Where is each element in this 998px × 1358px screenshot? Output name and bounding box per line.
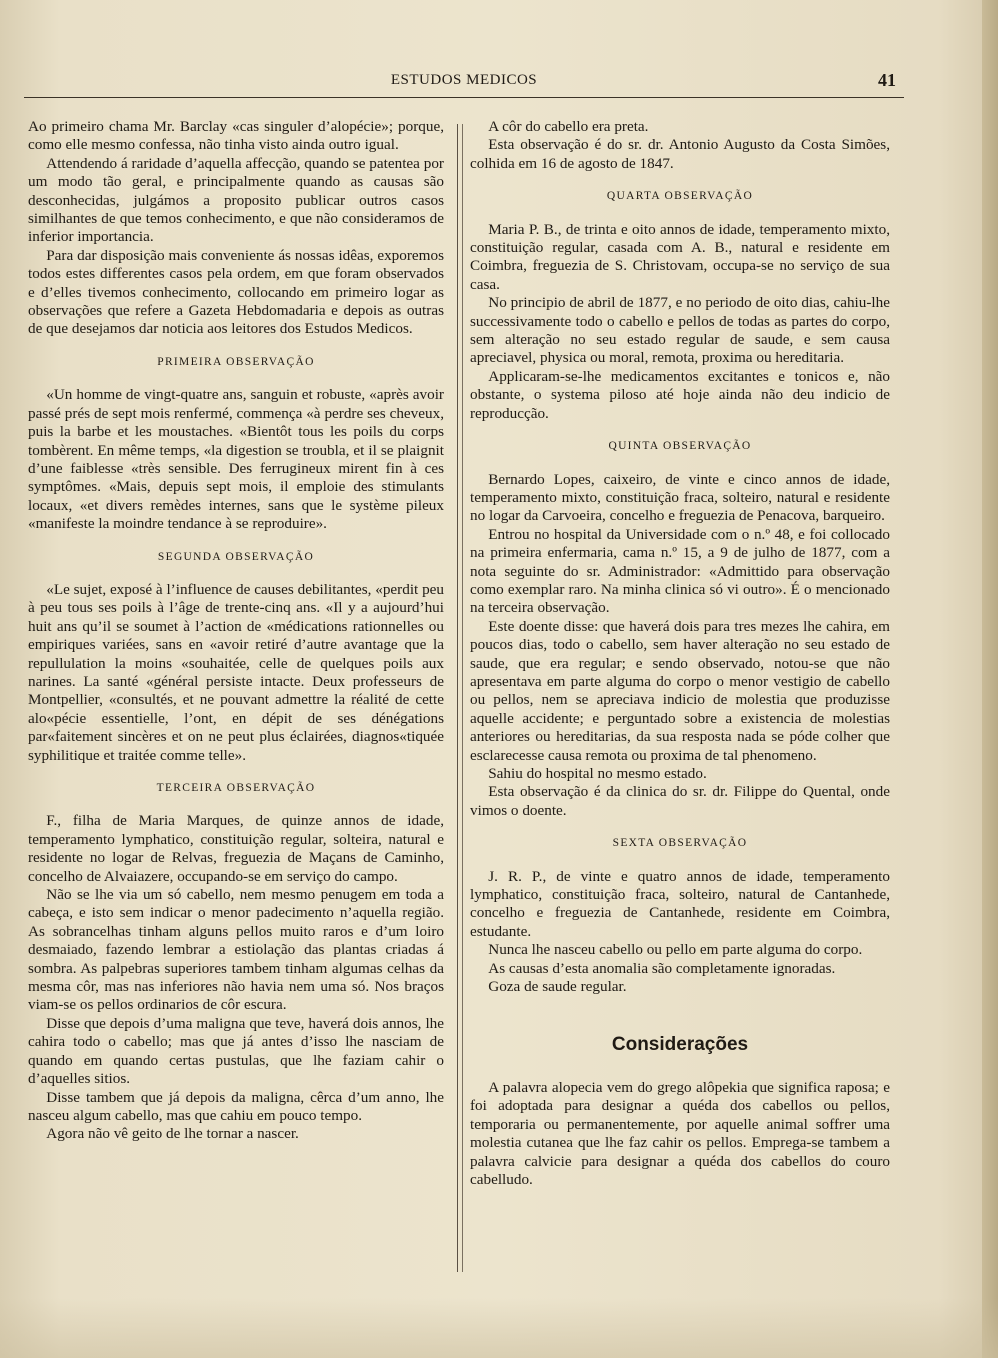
running-title: ESTUDOS MEDICOS <box>390 72 538 88</box>
left-column <box>28 118 444 1144</box>
paragraph: Esta observação é da clinica do sr. dr. Filippe do Quental, onde vimos o doente. <box>470 783 890 819</box>
paragraph: Attendendo á raridade d’aquella affecção, quando se patentea por um modo tão geral, e principalmente quando as causas são desconhecidas, julgámos a proposito publicar outros casos similhantes de que temos conhecimento, e que não consideramos de inferior importancia. <box>28 154 444 246</box>
page-header <box>24 70 904 100</box>
paragraph: As causas d’esta anomalia são completamente ignoradas. <box>488 959 836 977</box>
paragraph: Entrou no hospital da Universidade com o n.º 48, e foi collocado na primeira enfermaria, cama n.º 15, a 9 de julho de 1877, com a nota seguinte do sr. Administrador: «Admittido para observação como exemplar raro. Na minha clinica só vi outro». É o mencionado na terceira observação. <box>470 525 890 617</box>
paragraph: Ao primeiro chama Mr. Barclay «cas singuler d’alopécie»; porque, como elle mesmo confessa, não tinha visto ainda outro igual. <box>28 118 444 154</box>
paragraph: Disse tambem que já depois da maligna, cêrca d’um anno, lhe nasceu algum cabello, mas que cahiu em pouco tempo. <box>28 1088 444 1124</box>
quotation-paragraph: «Un homme de vingt-quatre ans, sanguin et robuste, «après avoir passé prés de sept mois renfermé, commença «à perdre ses cheveux, puis la barbe et les moustaches. «Bientôt tous les poils du corps tombèrent. En même temps, «la digestion se troubla, et il se plaignit d’une faiblesse «très sensible. Des ferrugineux mirent fin à ces symptômes. «Mais, depuis sept mois, il emploie des stimulants locaux, «et divers remèdes internes, sans que le système pileux «manifeste la moindre tendance à se reproduire». <box>28 386 444 533</box>
page-edge <box>982 0 998 1358</box>
paragraph: Goza de saude regular. <box>488 978 627 996</box>
section-heading: SEGUNDA OBSERVAÇÃO <box>157 550 315 563</box>
paragraph: Agora não vê geito de lhe tornar a nascer. <box>46 1125 299 1143</box>
section-title-consideracoes: Considerações <box>611 1034 749 1056</box>
paragraph: Bernardo Lopes, caixeiro, de vinte e cinco annos de idade, temperamento mixto, constituição fraca, solteiro, natural e residente no logar da Carvoeira, concelho e freguezia de Penacova, barqueiro. <box>470 470 890 525</box>
right-column <box>470 118 890 1189</box>
section-heading: QUARTA OBSERVAÇÃO <box>606 190 754 203</box>
paragraph: Maria P. B., de trinta e oito annos de idade, temperamento mixto, constituição regular, casada com A. B., natural e residente em Coimbra, freguezia de S. Christovam, occupa-se no serviço de sua casa. <box>470 220 890 293</box>
section-heading: SEXTA OBSERVAÇÃO <box>612 837 748 850</box>
paragraph: Esta observação é do sr. dr. Antonio Augusto da Costa Simões, colhida em 16 de agosto de 1847. <box>470 136 890 172</box>
paragraph: Nunca lhe nasceu cabello ou pello em parte alguma do corpo. <box>488 941 863 959</box>
header-rule <box>24 97 904 98</box>
paragraph: Applicaram-se-lhe medicamentos excitantes e tonicos e, não obstante, o systema piloso até hoje ainda não deu indicio de reproducção. <box>470 367 890 422</box>
section-heading: TERCEIRA OBSERVAÇÃO <box>156 782 316 794</box>
paragraph: Disse que depois d’uma maligna que teve, haverá dois annos, lhe cahira todo o cabello; mas que já antes d’isso lhe nasciam de quando em quando certas pustulas, que lhe faziam cahir o d’aquelles sitios. <box>28 1014 444 1088</box>
quotation-paragraph: «Le sujet, exposé à l’influence de causes debilitantes, «perdit peu à peu tous ses poils à l’âge de trente-cinq ans. «Il y a aujourd’hui huit ans qu’il se soumet à l’action de «médications rationnelles ou empiriques variées, sans en «avoir retiré d’autre avantage que la repullulation la moins «souhaitée, celle de quelques poils aux narines. La santé «général persiste intacte. Deux professeurs de Montpellier, «consultés, et ne pouvant admettre la réalité de cette alo«pécie essentielle, l’ont, en dépit de ses dénégations par«faitement sincères et on ne peut plus éclairées, diagnos«tiquée syphilitique et traitée comme telle». <box>28 580 444 764</box>
paragraph: Não se lhe via um só cabello, nem mesmo penugem em toda a cabeça, e isto sem indicar o menor padecimento n’aquella região. As sobrancelhas tinham alguns pellos muito raros e d’um loiro desmaiado, fazendo lembrar a estiolação das plantas criadas á sombra. As palpebras superiores tambem tinham algumas celhas da mesma côr, mas nas inferiores não havia nem uma só. Nos braços viam-se os pellos ordinarios de côr escura. <box>28 886 444 1014</box>
page-number: 41 <box>878 70 896 90</box>
paragraph: A palavra alopecia vem do grego alôpekia que significa raposa; e foi adoptada para designar a quéda dos cabellos ou pellos, temporaria ou permanentemente, por aquelle animal soffrer uma molestia cutanea que lhe faz cahir os pellos. Emprega-se tambem a palavra calvicie para designar a quéda dos cabellos do couro cabelludo. <box>470 1078 890 1188</box>
section-heading: PRIMEIRA OBSERVAÇÃO <box>157 355 315 368</box>
column-divider-inner <box>462 124 463 1272</box>
paragraph: J. R. P., de vinte e quatro annos de idade, temperamento lymphatico, constituição fraca, solteiro, natural de Cantanhede, concelho e freguezia de Cantanhede, residente em Coimbra, estudante. <box>470 867 890 940</box>
page-bottom-shade <box>0 1298 998 1358</box>
paragraph: No principio de abril de 1877, e no periodo de oito dias, cahiu-lhe successivamente todo o cabello e pellos de todas as partes do corpo, sem alteração no seu estado regular de saude, e sem causa apreciavel, physica ou moral, remota, proxima ou hereditaria. <box>470 294 890 367</box>
section-heading: QUINTA OBSERVAÇÃO <box>608 440 752 453</box>
paragraph: F., filha de Maria Marques, de quinze annos de idade, temperamento lymphatico, constituição regular, solteira, natural e residente no logar de Relvas, freguezia de Maçans de Caminho, concelho de Alvaiazere, occupando-se em serviço do campo. <box>28 812 444 885</box>
paragraph: Este doente disse: que haverá dois para tres mezes lhe cahira, em poucos dias, todo o cabello, sem haver alteração no seu estado de saude, que era regular; e sendo observado, notou-se que não apresentava em parte alguma do corpo o menor vestigio de cabello ou pellos, nem se apreciava indicio de molestia que produzisse aquelle accidente; e perguntado sobre a existencia de molestias anteriores ou hereditarias, da sua resposta nada se póde colher que esclarecesse causa remota ou proxima de tal phenomeno. <box>470 617 890 764</box>
paragraph: Para dar disposição mais conveniente ás nossas idêas, exporemos todos estes differentes casos pela ordem, em que foram observados e d’elles tivemos conhecimento, collocando em primeiro logar as observações que refere a Gazeta Hebdomadaria e depois as outras de que desejamos dar noticia aos leitores dos Estudos Medicos. <box>28 246 444 338</box>
column-divider <box>457 124 458 1272</box>
paragraph: A côr do cabello era preta. <box>488 118 649 135</box>
paragraph: Sahiu do hospital no mesmo estado. <box>488 765 707 782</box>
